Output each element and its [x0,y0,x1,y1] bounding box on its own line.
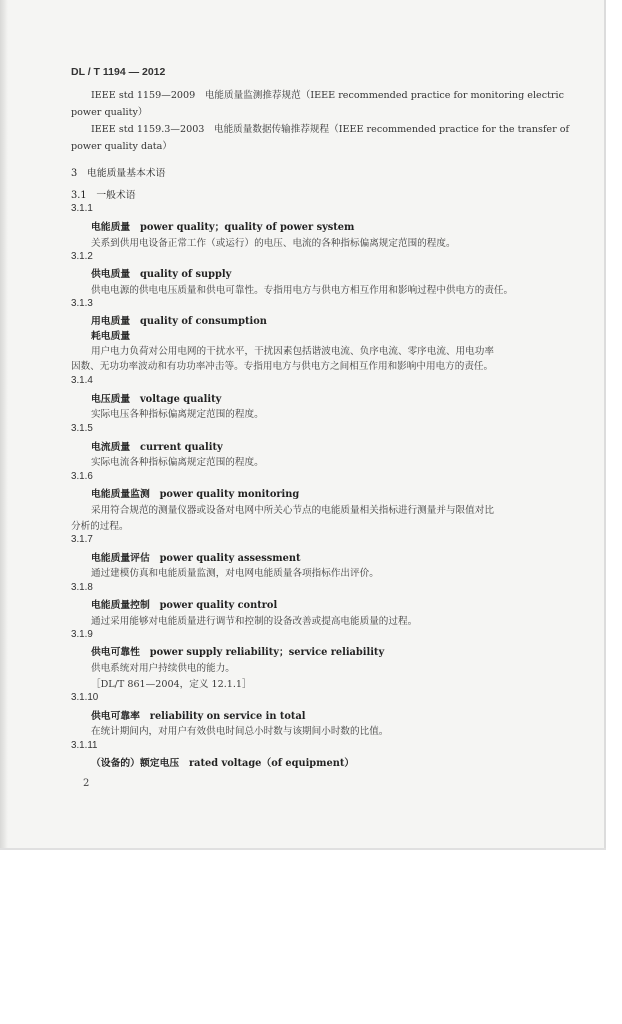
ref-line-2: power quality） [71,107,148,118]
entry-term: 用电质量 quality of consumption [91,316,267,327]
entry-definition: 供电系统对用户持续供电的能力。 [91,663,235,674]
entry-number: 3.1.5 [71,423,93,434]
entry-definition: 在统计期间内，对用户有效供电时间总小时数与该期间小时数的比值。 [91,726,389,737]
entry-term-alt: 耗电质量 [91,331,131,342]
entry-citation: ［DL/T 861—2004，定义 12.1.1］ [91,679,252,690]
section-heading: 3 电能质量基本术语 [71,168,166,179]
entry-number: 3.1.3 [71,298,93,309]
entry-number: 3.1.8 [71,582,93,593]
entry-term: 电能质量监测 power quality monitoring [91,489,300,500]
entry-number: 3.1.11 [71,740,98,751]
entry-definition: 通过建模仿真和电能质量监测，对电网电能质量各项指标作出评价。 [91,568,379,579]
entry-term: （设备的）额定电压 rated voltage（of equipment） [91,758,355,769]
entry-definition: 通过采用能够对电能质量进行调节和控制的设备改善或提高电能质量的过程。 [91,616,418,627]
entry-term: 电能质量 power quality；quality of power system [91,222,355,233]
entry-definition: 分析的过程。 [71,521,129,532]
entry-number: 3.1.1 [71,203,93,214]
ref-line-3: IEEE std 1159.3—2003 电能质量数据传输推荐规程（IEEE recommended practice for the transfer of [91,124,570,135]
document-header: DL / T 1194 — 2012 [71,66,166,78]
entry-term: 供电质量 quality of supply [91,269,232,280]
entry-number: 3.1.7 [71,534,93,545]
ref-line-4: power quality data） [71,141,172,152]
entry-definition: 关系到供用电设备正常工作（或运行）的电压、电流的各种指标偏离规定范围的程度。 [91,238,456,249]
entry-term: 电压质量 voltage quality [91,394,222,405]
page-edge [604,0,606,850]
entry-definition: 用户电力负荷对公用电网的干扰水平，干扰因素包括谐波电流、负序电流、零序电流、用电功率 [91,346,494,357]
entry-number: 3.1.10 [71,692,99,703]
entry-definition: 实际电压各种指标偏离规定范围的程度。 [91,409,264,420]
entry-number: 3.1.9 [71,629,93,640]
ref-line-1: IEEE std 1159—2009 电能质量监测推荐规范（IEEE recommended practice for monitoring electric [91,90,564,101]
entry-definition: 因数、无功功率波动和有功功率冲击等。专指用电方与供电方之间相互作用和影响中用电方的责任。 [71,361,494,372]
entry-definition: 供电电源的供电电压质量和供电可靠性。专指用电方与供电方相互作用和影响过程中供电方的责任。 [91,285,514,296]
entry-number: 3.1.4 [71,375,93,386]
entry-term: 电能质量评估 power quality assessment [91,553,301,564]
entry-term: 电能质量控制 power quality control [91,600,278,611]
entry-definition: 实际电流各种指标偏离规定范围的程度。 [91,457,264,468]
entry-number: 3.1.6 [71,471,93,482]
entry-definition: 采用符合规范的测量仪器或设备对电网中所关心节点的电能质量相关指标进行测量并与限值对比 [91,505,494,516]
subsection-heading: 3.1 一般术语 [71,190,136,201]
entry-term: 供电可靠性 power supply reliability；service reliability [91,647,385,658]
page-bottom-edge [0,848,606,850]
entry-term: 电流质量 current quality [91,442,223,453]
entry-number: 3.1.2 [71,251,93,262]
page-number: 2 [83,778,90,789]
page-binding-shadow [0,0,8,850]
entry-term: 供电可靠率 reliability on service in total [91,711,306,722]
